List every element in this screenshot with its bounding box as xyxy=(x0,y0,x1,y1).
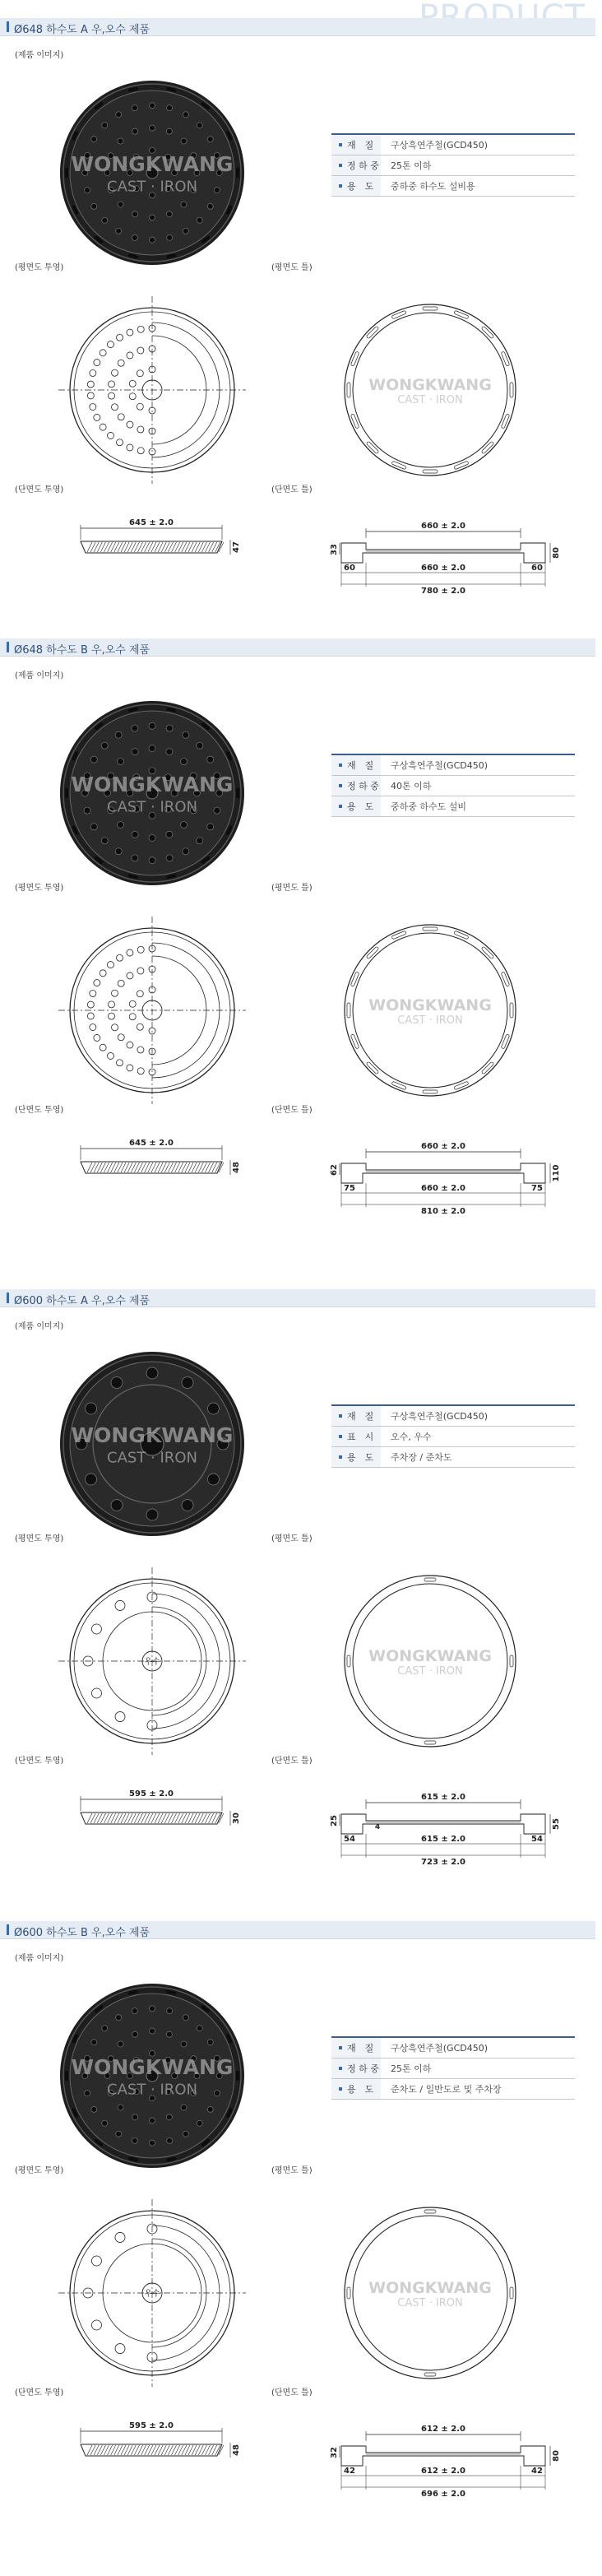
spec-key: 정 하 중 xyxy=(347,781,379,791)
watermark-line1: WONGKWANG xyxy=(71,773,234,796)
spec-key: 정 하 중 xyxy=(347,2063,379,2074)
frame-total-label: 810 ± 2.0 xyxy=(421,1207,465,1216)
frame-top-label: 660 ± 2.0 xyxy=(421,1142,465,1151)
spec-value: 구상흑연주철(GCD450) xyxy=(381,1405,575,1427)
watermark-line1: WONGKWANG xyxy=(71,152,234,176)
frame-mid-label: 660 ± 2.0 xyxy=(421,564,465,573)
watermark-line2: CAST · IRON xyxy=(107,1449,197,1467)
plan-frame-label: (평면도 틀) xyxy=(271,263,313,272)
drawings-canvas xyxy=(0,1306,602,1915)
frame-flange-left-label: 75 xyxy=(344,1184,355,1193)
frame-section-drawing xyxy=(330,522,561,596)
cover-section-drawing xyxy=(81,518,241,555)
cover-mark-text: 우수 xyxy=(144,1658,160,1667)
product-section xyxy=(0,1921,602,2546)
image-label: (제품 이미지) xyxy=(15,1954,64,1963)
image-label: (제품 이미지) xyxy=(15,51,64,60)
frame-left-height-label: 33 xyxy=(330,544,339,555)
frame-top-label: 660 ± 2.0 xyxy=(421,522,465,531)
cover-height-label: 48 xyxy=(232,1162,241,1173)
watermark-line2: CAST · IRON xyxy=(397,1014,463,1027)
frame-section-drawing xyxy=(330,2425,561,2499)
frame-total-label: 780 ± 2.0 xyxy=(421,587,465,596)
section-marker xyxy=(7,1293,9,1303)
frame-right-height-label: 110 xyxy=(552,1164,561,1182)
section-3d-label: (단면도 투영) xyxy=(15,1106,64,1115)
spec-value: 중하중 하수도 설비 xyxy=(381,796,575,817)
cover-height-label: 30 xyxy=(232,1812,241,1824)
plan-3d-label: (평면도 투영) xyxy=(15,884,64,893)
watermark-line1: WONGKWANG xyxy=(368,376,492,394)
image-label: (제품 이미지) xyxy=(15,1322,64,1331)
section-3d-label: (단면도 투영) xyxy=(15,1757,64,1766)
plan-frame-label: (평면도 틀) xyxy=(271,1534,313,1543)
spec-key: 용 도 xyxy=(347,181,374,192)
plan-frame-label: (평면도 틀) xyxy=(271,884,313,893)
frame-mid-label: 660 ± 2.0 xyxy=(421,1184,465,1193)
section-title: Ø600 하수도 B 우,오수 제품 xyxy=(14,1927,150,1939)
frame-top-label: 612 ± 2.0 xyxy=(421,2425,465,2434)
watermark-line2: CAST · IRON xyxy=(107,178,197,196)
plan-drawing xyxy=(58,2199,246,2387)
plan-drawing xyxy=(58,296,246,484)
plan-frame-label: (평면도 틀) xyxy=(271,2166,313,2175)
frame-section-drawing xyxy=(330,1793,561,1867)
spec-value: 주차장 / 준차도 xyxy=(381,1447,575,1468)
manhole-photo xyxy=(60,81,244,265)
cover-height-label: 48 xyxy=(232,2444,241,2456)
section-header xyxy=(0,18,595,36)
frame-section-drawing xyxy=(330,1142,561,1216)
spec-value: 25톤 이하 xyxy=(381,155,575,176)
frame-plan-drawing xyxy=(345,2207,516,2379)
frame-left-height-label: 62 xyxy=(330,1164,339,1176)
image-label: (제품 이미지) xyxy=(15,671,64,680)
spec-key: 용 도 xyxy=(347,1452,374,1463)
drawings-canvas xyxy=(0,35,602,643)
cover-section-drawing xyxy=(81,2421,241,2458)
cover-width-label: 595 ± 2.0 xyxy=(129,2421,174,2430)
plan-drawing xyxy=(58,917,246,1104)
cover-section-drawing xyxy=(81,1789,241,1826)
frame-top-label: 615 ± 2.0 xyxy=(421,1793,465,1802)
spec-key: 용 도 xyxy=(347,801,374,812)
frame-left-height-label: 32 xyxy=(330,2447,339,2458)
manhole-photo xyxy=(60,1984,244,2168)
plan-3d-label: (평면도 투영) xyxy=(15,2166,64,2175)
frame-right-height-label: 80 xyxy=(552,2450,561,2462)
spec-value: 구상흑연주철(GCD450) xyxy=(381,754,575,776)
frame-plan-drawing xyxy=(345,925,516,1096)
frame-right-height-label: 55 xyxy=(552,1818,561,1830)
watermark-line1: WONGKWANG xyxy=(368,1647,492,1665)
spec-value: 구상흑연주철(GCD450) xyxy=(381,2037,575,2058)
watermark-line2: CAST · IRON xyxy=(397,394,463,406)
section-3d-label: (단면도 투영) xyxy=(15,2388,64,2397)
frame-total-label: 696 ± 2.0 xyxy=(421,2490,465,2499)
section-title: Ø648 하수도 A 우,오수 제품 xyxy=(14,24,150,36)
frame-plan-drawing xyxy=(345,1576,516,1747)
section-header xyxy=(0,638,595,657)
watermark-line1: WONGKWANG xyxy=(71,2055,234,2079)
section-frame-label: (단면도 틀) xyxy=(271,1757,313,1766)
manhole-photo xyxy=(60,1352,244,1536)
section-frame-label: (단면도 틀) xyxy=(271,1106,313,1115)
section-title: Ø648 하수도 B 우,오수 제품 xyxy=(14,644,150,657)
frame-flange-left-label: 54 xyxy=(344,1835,355,1844)
manhole-photo xyxy=(60,701,244,885)
cover-mark-text: 우수 xyxy=(144,2290,160,2299)
frame-total-label: 723 ± 2.0 xyxy=(421,1858,465,1867)
spec-key: 용 도 xyxy=(347,2084,374,2095)
frame-mid-label: 615 ± 2.0 xyxy=(421,1835,465,1844)
spec-key: 재 질 xyxy=(347,2043,374,2054)
frame-left-height-label: 25 xyxy=(330,1815,339,1826)
watermark-line2: CAST · IRON xyxy=(107,2081,197,2099)
cover-width-label: 645 ± 2.0 xyxy=(129,518,174,527)
spec-key: 재 질 xyxy=(347,1411,374,1422)
section-marker xyxy=(7,21,9,32)
spec-value: 40톤 이하 xyxy=(381,776,575,796)
cover-width-label: 645 ± 2.0 xyxy=(129,1139,174,1148)
frame-flange-right-label: 75 xyxy=(531,1184,543,1193)
frame-flange-right-label: 60 xyxy=(531,564,543,573)
watermark-line2: CAST · IRON xyxy=(397,2297,463,2309)
frame-mid-label: 612 ± 2.0 xyxy=(421,2467,465,2476)
section-marker xyxy=(7,1924,9,1935)
spec-value: 25톤 이하 xyxy=(381,2058,575,2079)
section-frame-label: (단면도 틀) xyxy=(271,2388,313,2397)
watermark-line2: CAST · IRON xyxy=(397,1665,463,1678)
cover-width-label: 595 ± 2.0 xyxy=(129,1789,174,1799)
cover-height-label: 47 xyxy=(232,541,241,553)
spec-key: 재 질 xyxy=(347,140,374,151)
watermark-line1: WONGKWANG xyxy=(368,996,492,1014)
drawings-canvas xyxy=(0,1938,602,2546)
section-3d-label: (단면도 투영) xyxy=(15,485,64,494)
spec-value: 오수, 우수 xyxy=(381,1427,575,1447)
watermark-line1: WONGKWANG xyxy=(71,1423,234,1447)
frame-flange-right-label: 42 xyxy=(531,2467,543,2476)
spec-value: 준차도 / 일반도로 및 주차장 xyxy=(381,2079,575,2100)
spec-value: 구상흑연주철(GCD450) xyxy=(381,134,575,155)
frame-plan-drawing xyxy=(345,304,516,476)
section-marker xyxy=(7,642,9,652)
section-frame-label: (단면도 틀) xyxy=(271,485,313,494)
watermark-line1: WONGKWANG xyxy=(368,2279,492,2297)
spec-value: 중하중 하수도 설비용 xyxy=(381,176,575,197)
spec-key: 정 하 중 xyxy=(347,160,379,171)
plan-drawing xyxy=(58,1567,246,1755)
product-section xyxy=(0,638,602,1264)
product-section xyxy=(0,18,602,643)
plan-3d-label: (평면도 투영) xyxy=(15,263,64,272)
section-title: Ø600 하수도 A 우,오수 제품 xyxy=(14,1295,150,1307)
frame-flange-left-label: 60 xyxy=(344,564,355,573)
plan-3d-label: (평면도 투영) xyxy=(15,1534,64,1543)
watermark-line2: CAST · IRON xyxy=(107,798,197,816)
cover-section-drawing xyxy=(81,1139,241,1175)
drawings-canvas xyxy=(0,655,602,1264)
frame-flange-left-label: 42 xyxy=(344,2467,355,2476)
spec-key: 재 질 xyxy=(347,760,374,771)
frame-inner-label: 4 xyxy=(374,1823,381,1831)
frame-flange-right-label: 54 xyxy=(531,1835,543,1844)
spec-key: 표 시 xyxy=(347,1432,374,1442)
section-header xyxy=(0,1921,595,1939)
section-header xyxy=(0,1289,595,1307)
frame-right-height-label: 80 xyxy=(552,547,561,559)
product-section xyxy=(0,1289,602,1915)
